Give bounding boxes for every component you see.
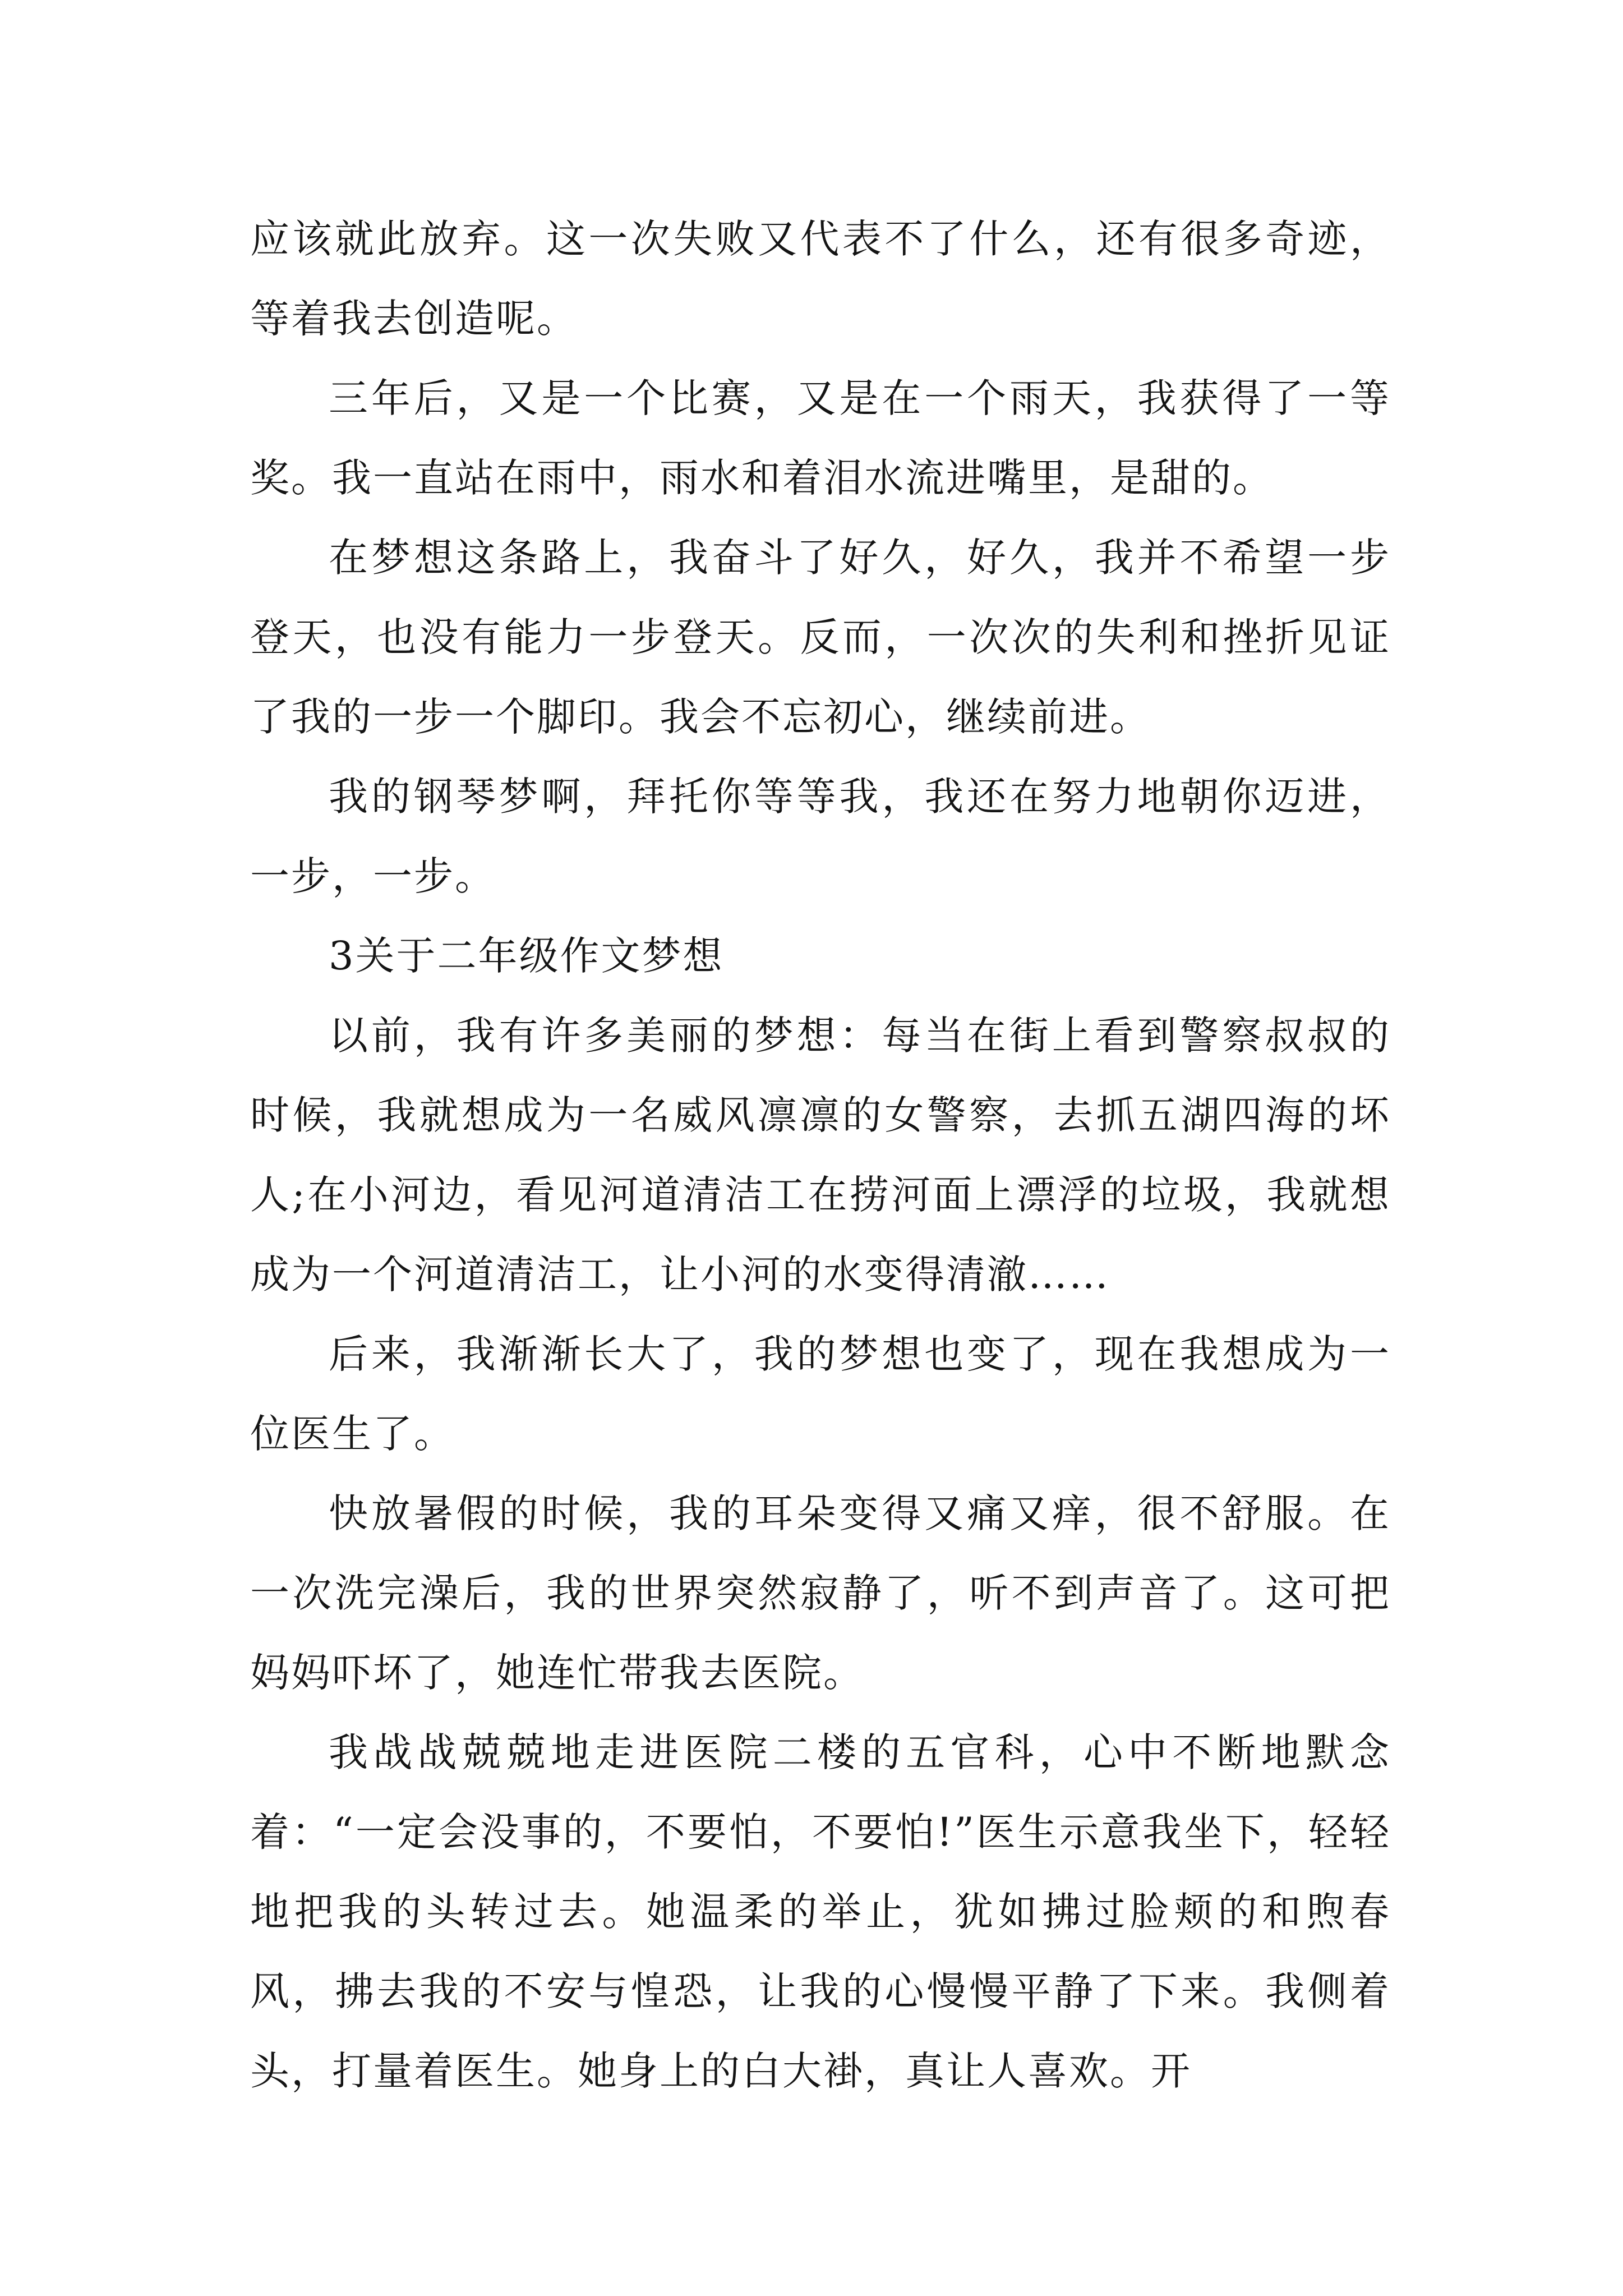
document-page — [250, 199, 1391, 2111]
paragraph-6: 以前，我有许多美丽的梦想：每当在街上看到警察叔叔的时候，我就想成为一名威风凛凛的女警察，去抓五湖四海的坏人;在小河边，看见河道清洁工在捞河面上漂浮的垃圾，我就想成为一个河道清洁工，让小河的水变得清澈…… — [250, 1013, 1391, 1297]
paragraph-7: 后来，我渐渐长大了，我的梦想也变了，现在我想成为一位医生了。 — [250, 1331, 1391, 1457]
paragraph-4: 我的钢琴梦啊，拜托你等等我，我还在努力地朝你迈进，一步，一步。 — [250, 774, 1391, 899]
section-heading: 3关于二年级作文梦想 — [329, 933, 724, 979]
paragraph-1: 应该就此放弃。这一次失败又代表不了什么，还有很多奇迹，等着我去创造呢。 — [250, 216, 1391, 342]
paragraph-8: 快放暑假的时候，我的耳朵变得又痛又痒，很不舒服。在一次洗完澡后，我的世界突然寂静了，听不到声音了。这可把妈妈吓坏了，她连忙带我去医院。 — [250, 1490, 1391, 1696]
paragraph-3: 在梦想这条路上，我奋斗了好久，好久，我并不希望一步登天，也没有能力一步登天。反而，一次次的失利和挫折见证了我的一步一个脚印。我会不忘初心，继续前进。 — [250, 535, 1391, 740]
paragraph-9: 我战战兢兢地走进医院二楼的五官科，心中不断地默念着：“一定会没事的，不要怕，不要怕!”医生示意我坐下，轻轻地把我的头转过去。她温柔的举止，犹如拂过脸颊的和煦春风，拂去我的不安与惶恐，让我的心慢慢平静了下来。我侧着头，打量着医生。她身上的白大褂，真让人喜欢。开 — [250, 1729, 1391, 2094]
paragraph-2: 三年后，又是一个比赛，又是在一个雨天，我获得了一等奖。我一直站在雨中，雨水和着泪水流进嘴里，是甜的。 — [250, 375, 1391, 501]
